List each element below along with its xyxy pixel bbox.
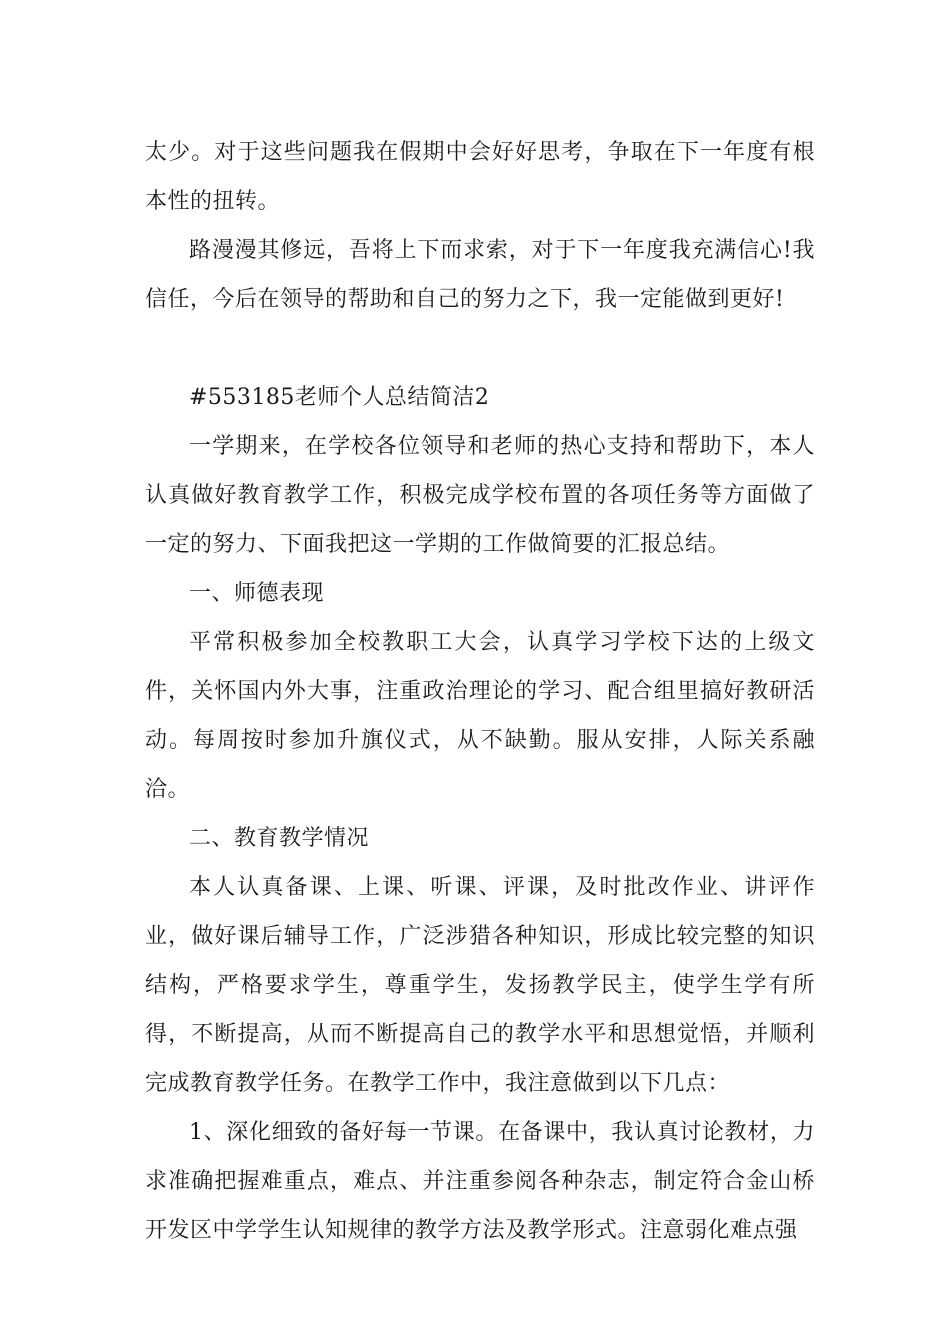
- document-body: [145, 128, 815, 1255]
- paragraph-closing: 路漫漫其修远，吾将上下而求索，对于下一年度我充满信心!我信任，今后在领导的帮助和自己的努力之下，我一定能做到更好!: [145, 238, 815, 312]
- heading-ethics: 一、师德表现: [189, 581, 325, 606]
- paragraph-ethics: 平常积极参加全校教职工大会，认真学习学校下达的上级文件，关怀国内外大事，注重政治理论的学习、配合组里搞好教研活动。每周按时参加升旗仪式，从不缺勤。服从安排，人际关系融洽。: [145, 630, 815, 802]
- paragraph-teaching: 本人认真备课、上课、听课、评课，及时批改作业、讲评作业，做好课后辅导工作，广泛涉猎各种知识，形成比较完整的知识结构，严格要求学生，尊重学生，发扬教学民主，使学生学有所得，不断提高，从而不断提高自己的教学水平和思想觉悟，并顺利完成教育教学任务。在教学工作中，我注意做到以下几点：: [145, 875, 815, 1096]
- paragraph-lesson-prep: 1、深化细致的备好每一节课。在备课中，我认真讨论教材，力求准确把握难重点，难点、并注重参阅各种杂志，制定符合金山桥开发区中学学生认知规律的教学方法及教学形式。注意弱化难点强: [145, 1120, 815, 1243]
- heading-teaching: 二、教育教学情况: [189, 826, 370, 851]
- section-title: #553185老师个人总结简洁2: [189, 385, 490, 410]
- paragraph-continued: 太少。对于这些问题我在假期中会好好思考，争取在下一年度有根本性的扭转。: [145, 140, 815, 214]
- paragraph-gap: [145, 324, 815, 373]
- paragraph-intro: 一学期来，在学校各位领导和老师的热心支持和帮助下，本人认真做好教育教学工作，积极完成学校布置的各项任务等方面做了一定的努力、下面我把这一学期的工作做简要的汇报总结。: [145, 434, 815, 557]
